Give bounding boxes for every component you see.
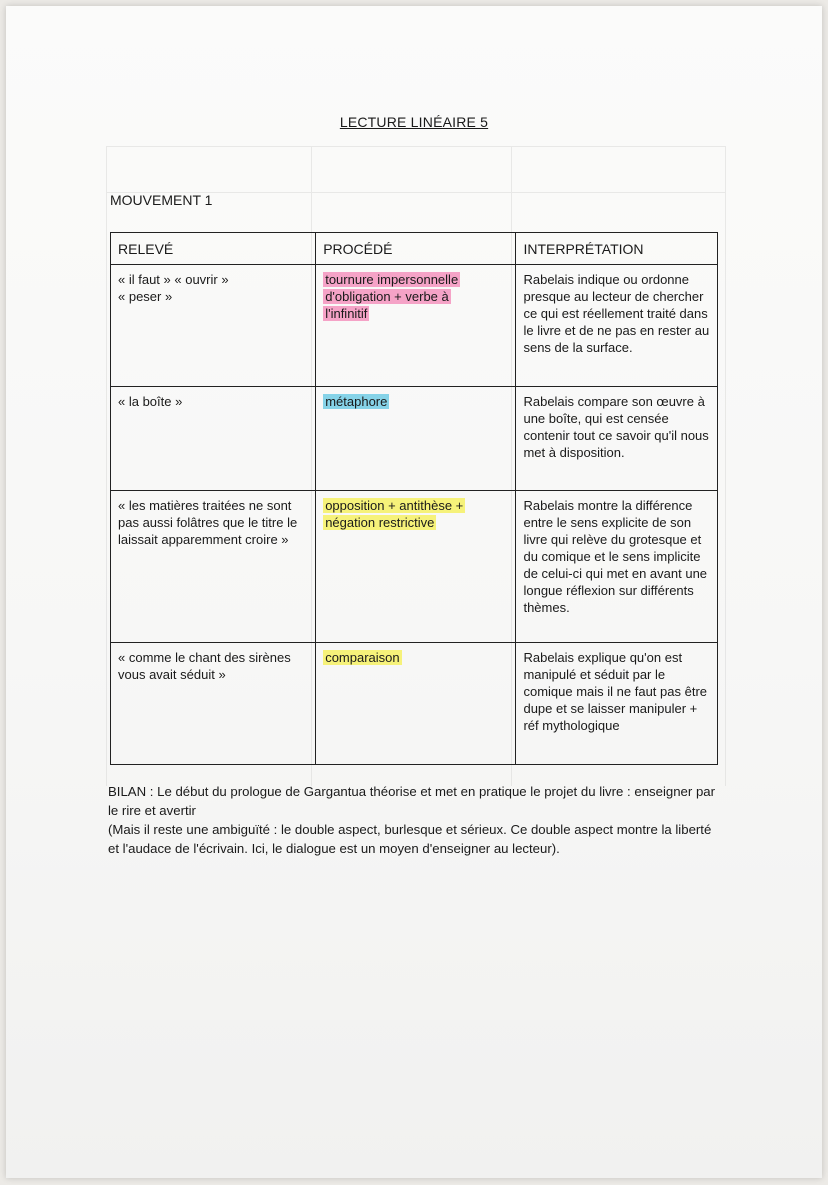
cell-interpretation bbox=[516, 643, 718, 765]
releve-text: « les matières traitées ne sont pas aussi folâtres que le titre le laissait apparemment croire » bbox=[118, 498, 298, 547]
table-row bbox=[111, 643, 718, 765]
interpretation-text: Rabelais compare son œuvre à une boîte, qui est censée contenir tout ce savoir qu'il nous met à disposition. bbox=[523, 394, 709, 460]
interpretation-text: Rabelais explique qu'on est manipulé et séduit par le comique mais il ne faut pas être dupe et se laisser manipuler + réf mythologique bbox=[523, 650, 708, 733]
releve-text: « la boîte » bbox=[118, 394, 183, 409]
cell-releve bbox=[111, 491, 316, 643]
bilan-summary: BILAN : Le début du prologue de Gargantua théorise et met en pratique le projet du livre : enseigner par le rire et avertir bbox=[108, 784, 716, 818]
cell-procede bbox=[316, 643, 516, 765]
cell-releve bbox=[111, 643, 316, 765]
header-releve: RELEVÉ bbox=[111, 233, 316, 265]
table-row bbox=[111, 265, 718, 387]
table-header-row bbox=[111, 233, 718, 265]
cell-procede bbox=[316, 491, 516, 643]
movement-heading: MOUVEMENT 1 bbox=[110, 192, 213, 208]
cell-releve bbox=[111, 387, 316, 491]
bilan-section bbox=[108, 782, 720, 858]
procede-text: tournure impersonnelle d'obligation + verbe à l'infinitif bbox=[325, 272, 459, 321]
cell-procede bbox=[316, 265, 516, 387]
document-title: LECTURE LINÉAIRE 5 bbox=[339, 114, 489, 130]
cell-interpretation bbox=[516, 491, 718, 643]
bilan-note: (Mais il reste une ambiguïté : le double aspect, burlesque et sérieux. Ce double aspect montre la liberté et l'audace de l'écrivain. Ici, le dialogue est un moyen d'enseigner au lecteur). bbox=[108, 822, 712, 856]
analysis-table bbox=[110, 232, 718, 765]
cell-releve bbox=[111, 265, 316, 387]
header-procede: PROCÉDÉ bbox=[316, 233, 516, 265]
procede-text: comparaison bbox=[325, 650, 400, 665]
table-row bbox=[111, 387, 718, 491]
cell-interpretation bbox=[516, 265, 718, 387]
cell-procede bbox=[316, 387, 516, 491]
procede-text: opposition + antithèse + négation restrictive bbox=[325, 498, 464, 530]
interpretation-text: Rabelais indique ou ordonne presque au lecteur de chercher ce qui est réellement traité dans le livre et de ne pas en rester au sens de la surface. bbox=[523, 272, 710, 355]
cell-interpretation bbox=[516, 387, 718, 491]
interpretation-text: Rabelais montre la différence entre le sens explicite de son livre qui relève du grotesque et du comique et le sens implicite de celui-ci qui met en avant une longue réflexion sur différents thèmes. bbox=[523, 498, 708, 615]
releve-text: « il faut » « ouvrir » « peser » bbox=[118, 272, 229, 304]
releve-text: « comme le chant des sirènes vous avait séduit » bbox=[118, 650, 291, 682]
procede-text: métaphore bbox=[325, 394, 388, 409]
table-row bbox=[111, 491, 718, 643]
header-interpretation: INTERPRÉTATION bbox=[516, 233, 718, 265]
